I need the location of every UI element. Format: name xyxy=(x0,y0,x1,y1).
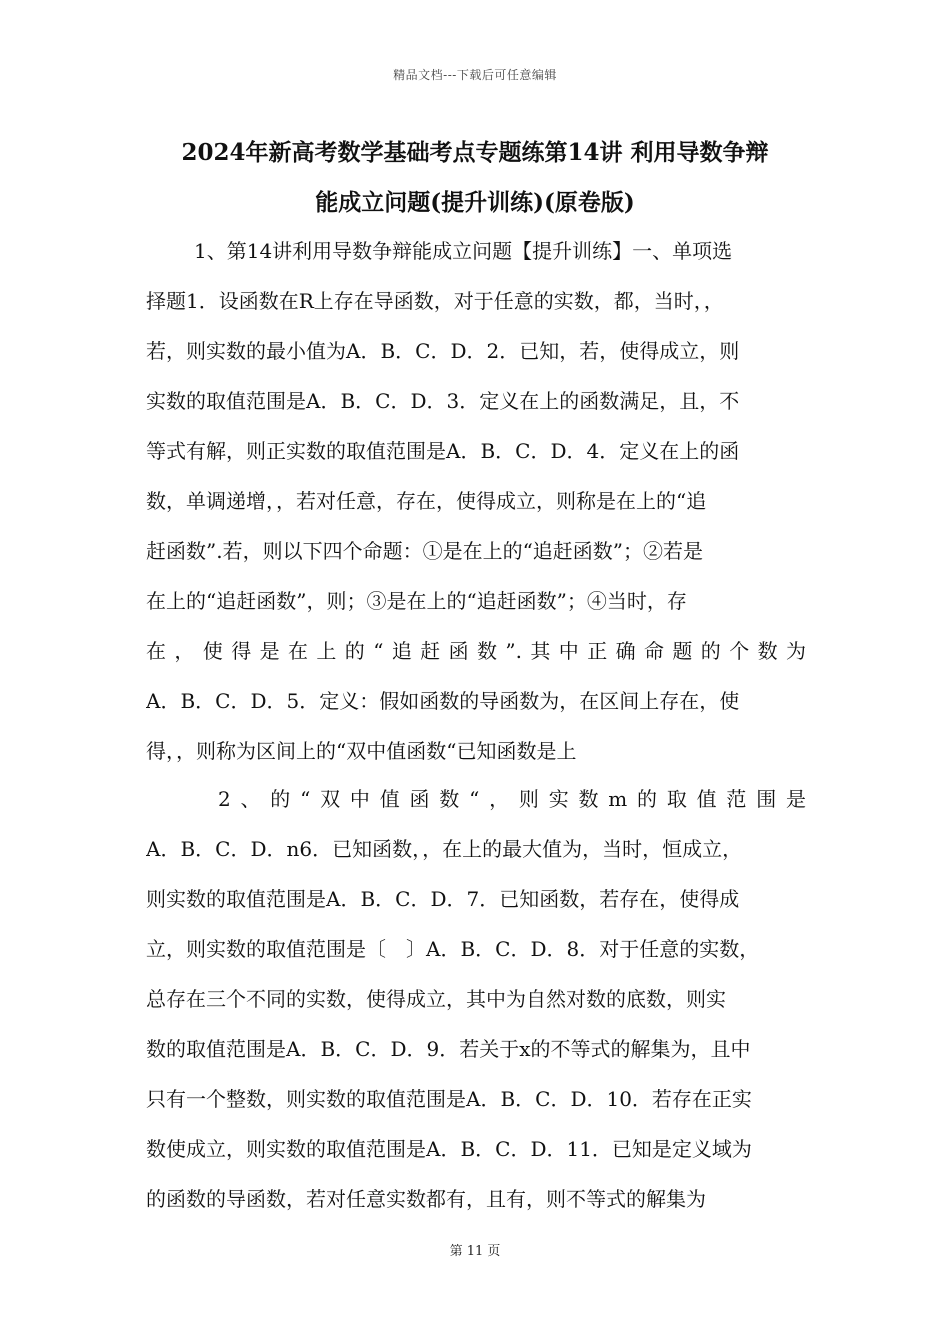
document-title xyxy=(110,128,840,228)
text-line: 数，单调递增，，若对任意，存在，使得成立，则称是在上的“追 xyxy=(146,489,707,513)
text-line: 数的取值范围是A．B．C．D．9．若关于x的不等式的解集为，且中 xyxy=(146,1037,751,1061)
text-line: A．B．C．D．5．定义：假如函数的导函数为，在区间上存在，使 xyxy=(146,689,740,713)
paragraph-1 xyxy=(146,226,806,776)
page-header: 精品文档---下载后可任意编辑 xyxy=(393,68,557,82)
title-line-2: 能成立问题(提升训练)(原卷版) xyxy=(315,189,635,216)
text-line: 择题1．设函数在R上存在导函数，对于任意的实数，都，当时，， xyxy=(146,289,724,313)
text-line: 在，使得是在上的“追赶函数”.其中正确命题的个数为 xyxy=(146,639,806,663)
text-line: 赶函数”.若，则以下四个命题：①是在上的“追赶函数”；②若是 xyxy=(146,539,704,563)
text-line: 立，则实数的取值范围是〔 〕A．B．C．D．8．对于任意的实数， xyxy=(146,937,760,961)
text-line: A．B．C．D．n6．已知函数，，在上的最大值为，当时，恒成立， xyxy=(146,837,743,861)
paragraph-2 xyxy=(146,774,806,1224)
text-line: 得，，则称为区间上的“双中值函数“已知函数是上 xyxy=(146,739,577,763)
text-line: 的函数的导函数，若对任意实数都有，且有，则不等式的解集为 xyxy=(146,1187,706,1211)
text-line: 数使成立，则实数的取值范围是A．B．C．D．11．已知是定义域为 xyxy=(146,1137,752,1161)
text-line: 若，则实数的最小值为A．B．C．D．2．已知，若，使得成立，则 xyxy=(146,339,740,363)
text-line: 等式有解，则正实数的取值范围是A．B．C．D．4．定义在上的函 xyxy=(146,439,740,463)
text-line: 实数的取值范围是A．B．C．D．3．定义在上的函数满足，且，不 xyxy=(146,389,740,413)
text-line: 2、的“双中值函数“，则实数m的取值范围是 xyxy=(218,787,806,811)
text-line: 总存在三个不同的实数，使得成立，其中为自然对数的底数，则实 xyxy=(146,987,726,1011)
title-line-1: 2024年新高考数学基础考点专题练第14讲 利用导数争辩 xyxy=(181,139,769,166)
page-number: 第 11 页 xyxy=(449,1244,501,1259)
text-line: 只有一个整数，则实数的取值范围是A．B．C．D．10．若存在正实 xyxy=(146,1087,752,1111)
text-line: 1、第14讲利用导数争辩能成立问题【提升训练】一、单项选 xyxy=(194,239,733,263)
text-line: 在上的“追赶函数”，则；③是在上的“追赶函数”；④当时，存 xyxy=(146,589,687,613)
text-line: 则实数的取值范围是A．B．C．D．7．已知函数，若存在，使得成 xyxy=(146,887,740,911)
